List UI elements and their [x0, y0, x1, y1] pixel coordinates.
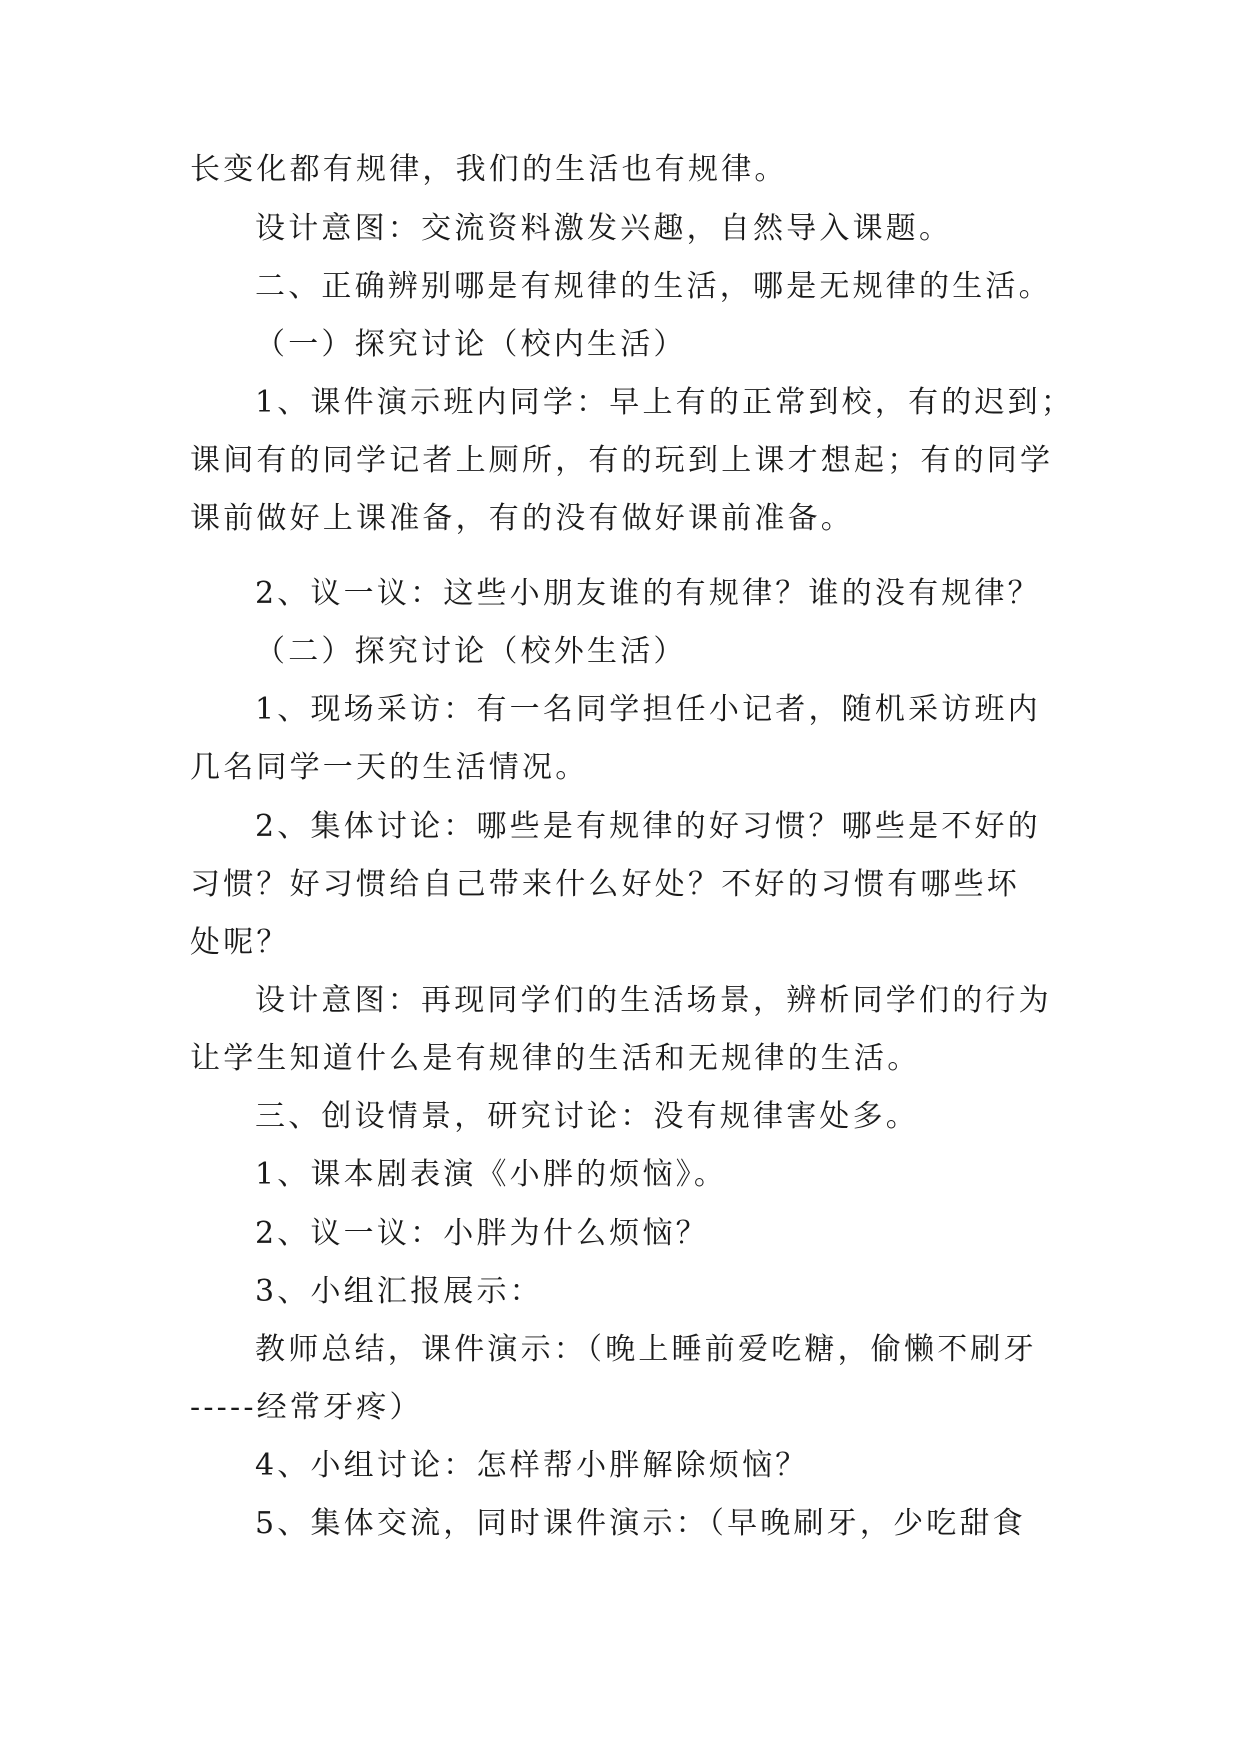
text-line: 设计意图：交流资料激发兴趣，自然导入课题。	[255, 211, 953, 246]
text-line: 1、现场采访：有一名同学担任小记者，随机采访班内	[255, 692, 1041, 727]
text-line: 三、创设情景，研究讨论：没有规律害处多。	[255, 1099, 919, 1134]
text-line: 2、议一议：这些小朋友谁的有规律？谁的没有规律？	[255, 576, 1041, 611]
text-line: 课前做好上课准备，有的没有做好课前准备。	[190, 501, 854, 536]
text-line: -----经常牙疼）	[190, 1390, 423, 1425]
text-line: 几名同学一天的生活情况。	[190, 750, 589, 785]
text-line: 习惯？好习惯给自己带来什么好处？不好的习惯有哪些坏	[190, 867, 1020, 902]
text-line: 1、课件演示班内同学：早上有的正常到校，有的迟到；	[255, 385, 1075, 420]
text-line: 1、课本剧表演《小胖的烦恼》。	[255, 1157, 728, 1192]
text-line: 二、正确辨别哪是有规律的生活，哪是无规律的生活。	[255, 269, 1052, 304]
text-line: （二）探究讨论（校外生活）	[255, 634, 687, 669]
text-line: 4、小组讨论：怎样帮小胖解除烦恼？	[255, 1448, 809, 1483]
text-line: 课间有的同学记者上厕所，有的玩到上课才想起；有的同学	[190, 443, 1054, 478]
text-line: 2、集体讨论：哪些是有规律的好习惯？哪些是不好的	[255, 809, 1041, 844]
text-line: 处呢？	[190, 925, 290, 960]
text-line: 5、集体交流，同时课件演示：（早晚刷牙，少吃甜食	[255, 1506, 1026, 1541]
text-line: 长变化都有规律，我们的生活也有规律。	[190, 152, 788, 187]
text-line: 设计意图：再现同学们的生活场景，辨析同学们的行为	[255, 983, 1052, 1018]
text-line: 让学生知道什么是有规律的生活和无规律的生活。	[190, 1041, 921, 1076]
text-line: 3、小组汇报展示：	[255, 1274, 543, 1309]
text-line: （一）探究讨论（校内生活）	[255, 327, 687, 362]
text-line: 教师总结，课件演示：（晚上睡前爱吃糖，偷懒不刷牙	[255, 1332, 1037, 1367]
text-line: 2、议一议：小胖为什么烦恼？	[255, 1216, 709, 1251]
